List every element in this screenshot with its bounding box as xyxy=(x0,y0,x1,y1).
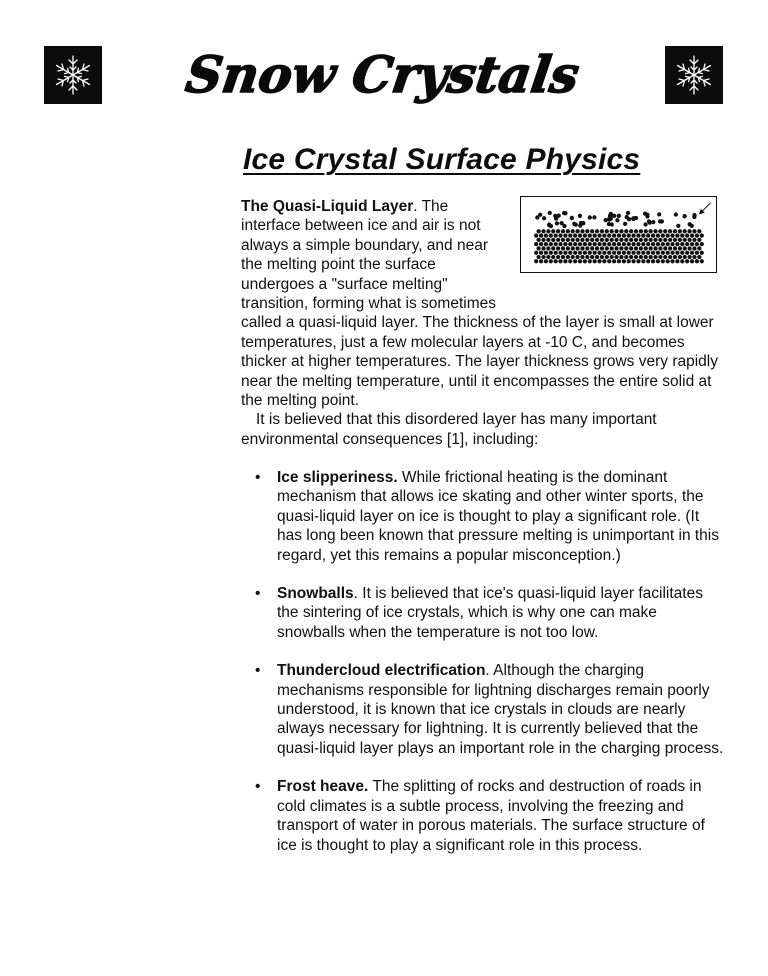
list-item-title: Ice slipperiness xyxy=(277,469,394,486)
list-item-text: The splitting of rocks and destruction of roads in cold climates is a subtle process, involving the freezing and transport of water in porous materials. The surface structure of ice is thought to play a significant role in this process. xyxy=(277,778,705,854)
list-item-title-suffix: . xyxy=(485,662,490,680)
snowflake-icon xyxy=(44,46,102,104)
intro-heading: The Quasi-Liquid Layer xyxy=(241,198,414,215)
intro-paragraph-text: The interface between ice and air is not always a simple boundary, and near the melting point the surface undergoes a "surface melting" transition, forming what is sometimes called a quasi-liquid layer. The thickness of the layer is small at lower temperatures, just a few molecular layers at -10 C, and becomes thicker at higher temperatures. The layer thickness grows very rapidly near the melting temperature, until it encompasses the entire solid at the melting point. xyxy=(241,198,718,410)
intro-heading-suffix: . xyxy=(413,198,418,215)
list-item-title: Thundercloud electrification xyxy=(277,662,486,680)
section-title: Ice Crystal Surface Physics xyxy=(243,143,641,176)
list-item xyxy=(252,468,728,565)
list-item-title-suffix: . xyxy=(364,778,369,796)
list-item-title-suffix: . xyxy=(353,585,358,603)
consequences-paragraph: It is believed that this disordered layer has many important environmental consequences [1], including: xyxy=(241,411,657,448)
list-item-title: Snowballs xyxy=(277,585,354,603)
intro-text xyxy=(241,197,733,449)
list-item-text: Although the charging mechanisms responsible for lightning discharges remain poorly understood, it is known that ice crystals in clouds are nearly always necessary for lightning. It is currently believed that the quasi-liquid layer plays an important role in the charging process. xyxy=(277,662,724,757)
bullet-symbol: • xyxy=(255,662,261,680)
snowflake-icon xyxy=(665,46,723,104)
list-item xyxy=(252,584,728,642)
bullet-symbol: • xyxy=(255,469,261,486)
list-item xyxy=(252,661,728,758)
bullet-symbol: • xyxy=(255,585,261,603)
bullet-symbol: • xyxy=(255,778,261,796)
figure-spacer xyxy=(505,197,733,297)
consequences-list xyxy=(252,468,728,874)
list-item-text: While frictional heating is the dominant mechanism that allows ice skating and other winter sports, the quasi-liquid layer on ice is thought to play a significant role. (It has long been known that pressure melting is unimportant in this regard, yet this remains a popular misconception.) xyxy=(277,469,719,564)
list-item xyxy=(252,777,728,855)
list-item-text: It is believed that ice's quasi-liquid layer facilitates the sintering of ice crystals, which is why one can make snowballs when the temperature is not too low. xyxy=(277,585,703,641)
list-item-title-suffix: . xyxy=(393,469,398,486)
snow-crystals-logo xyxy=(182,36,583,118)
logo-text: Snow Crystals xyxy=(182,45,583,104)
list-item-title: Frost heave xyxy=(277,778,365,796)
